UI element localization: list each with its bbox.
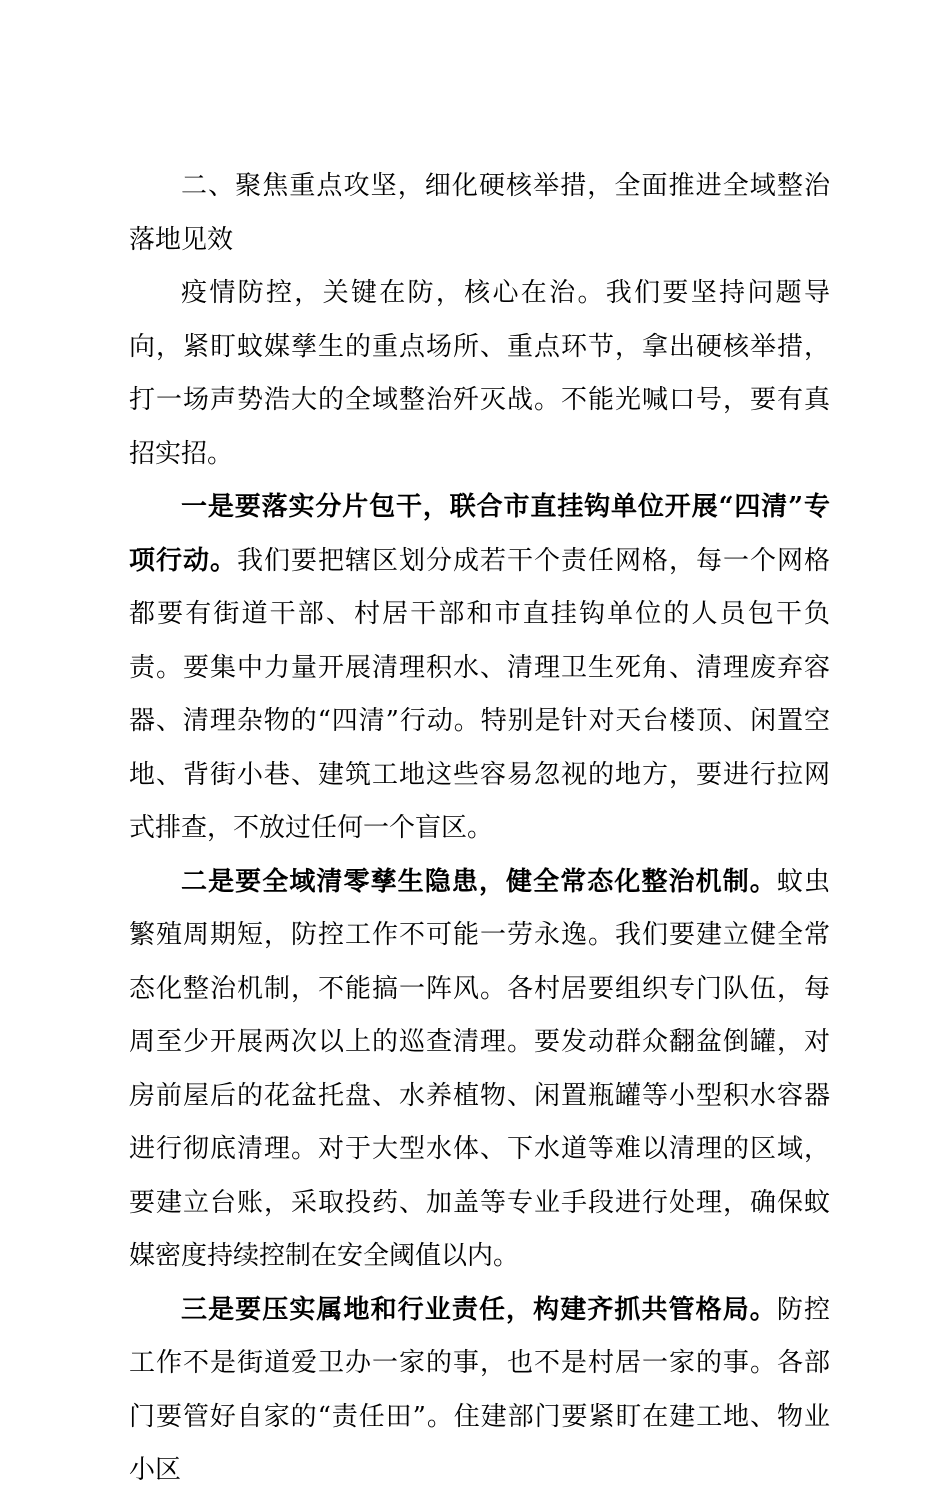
- intro-paragraph: 疫情防控，关键在防，核心在治。我们要坚持问题导向，紧盯蚊媒孳生的重点场所、重点环节，拿出硬核举措，打一场声势浩大的全域整治歼灭战。不能光喊口号，要有真招实招。: [129, 278, 830, 469]
- document-body: [129, 160, 830, 1498]
- point-paragraph-2: [129, 856, 830, 1284]
- point-3-lead: 三是要压实属地和行业责任，构建齐抓共管格局。: [181, 1294, 777, 1325]
- point-1-body: 我们要把辖区划分成若干个责任网格，每一个网格都要有街道干部、村居干部和市直挂钩单位的人员包干负责。要集中力量开展清理积水、清理卫生死角、清理废弃容器、清理杂物的“四清”行动。特别是针对天台楼顶、闲置空地、背街小巷、建筑工地这些容易忽视的地方，要进行拉网式排查，不放过任何一个盲区。: [129, 545, 830, 843]
- point-2-lead: 二是要全域清零孳生隐患，健全常态化整治机制。: [181, 866, 777, 897]
- point-3-body: 防控工作不是街道爱卫办一家的事，也不是村居一家的事。各部门要管好自家的“责任田”。住建部门要紧盯在建工地、物业小区: [129, 1294, 830, 1485]
- point-2-body: 蚊虫繁殖周期短，防控工作不可能一劳永逸。我们要建立健全常态化整治机制，不能搞一阵风。各村居要组织专门队伍，每周至少开展两次以上的巡查清理。要发动群众翻盆倒罐，对房前屋后的花盆托盘、水养植物、闲置瓶罐等小型积水容器进行彻底清理。对于大型水体、下水道等难以清理的区域，要建立台账，采取投药、加盖等专业手段进行处理，确保蚊媒密度持续控制在安全阈值以内。: [129, 866, 830, 1271]
- point-1-lead: 一是要落实分片包干，联合市直挂钩单位开展“四清”专项行动。: [129, 492, 830, 576]
- section-heading: 二、聚焦重点攻坚，细化硬核举措，全面推进全域整治落地见效: [129, 171, 830, 255]
- point-paragraph-3: [129, 1284, 830, 1498]
- point-paragraph-1: [129, 481, 830, 856]
